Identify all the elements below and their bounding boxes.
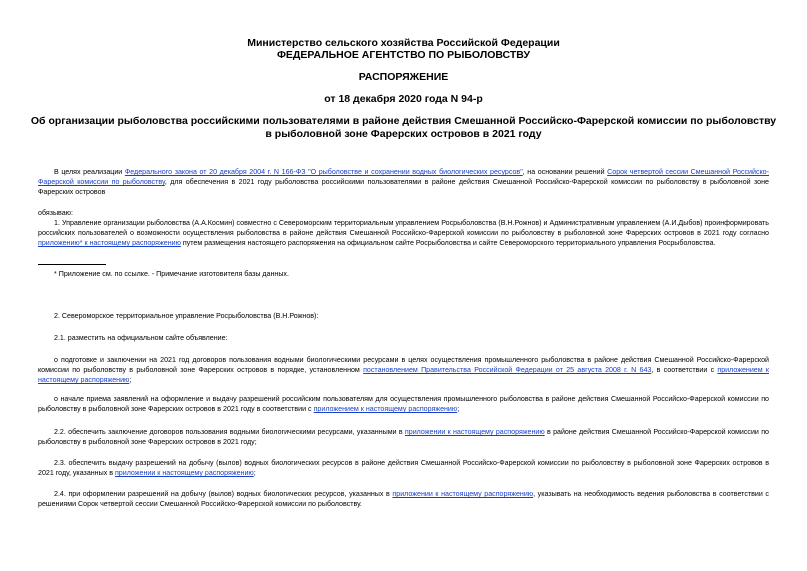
item-2-3-paragraph [38, 458, 769, 478]
notice-1-paragraph [38, 355, 769, 386]
item-2-4-paragraph [38, 489, 769, 509]
ministry-name: Министерство сельского хозяйства Российской Федерации [247, 37, 560, 49]
document-date: от 18 декабря 2020 года N 94-р [324, 93, 483, 105]
intro-text-1: В целях реализации [54, 168, 125, 176]
intro-text-3: , для обеспечения в 2021 году рыболовства российскими пользователями в районе действия Смешанной Российско-Фарерской комиссии по рыболовству в рыболовной зоне Фарерских островов [38, 178, 769, 197]
appendix-link[interactable]: приложению* к настоящему распоряжению [38, 239, 181, 248]
notice-1-text-1: о подготовке и заключении на 2021 год договоров пользования водными биологическими ресурсами в целях осуществления промышленного рыболовства в районе действия Смешанной Российско-Фарерской комиссии по рыболовству в рыболовной зоне Фарерских островов в порядке, установленном [38, 356, 769, 375]
item-2-4-text-2: , указывать на необходимость ведения рыболовства в соответствии с решениями Сорок четвертой сессии Смешанной Российско-Фарерской комиссии по рыболовству. [38, 490, 769, 509]
item-2-4-text-1: 2.4. при оформлении разрешений на добычу (вылов) водных биологических ресурсов, указанных в [54, 490, 393, 498]
notice-2-paragraph [38, 394, 769, 414]
item-2-3-text-2: ; [253, 469, 256, 478]
notice-1-text-2: , в соответствии с [651, 366, 718, 375]
agency-name: ФЕДЕРАЛЬНОЕ АГЕНТСТВО ПО РЫБОЛОВСТВУ [276, 49, 531, 61]
appendix-link[interactable]: приложении к настоящему распоряжению [114, 469, 254, 478]
item-1-text-2: путем размещения настоящего распоряжения на официальном сайте Росрыболовства и сайте Североморского территориального управления Росрыболовства. [180, 239, 716, 248]
item-2-2-text-2: в районе действия Смешанной Российско-Фарерской комиссии по рыболовству в рыболовной зоне Фарерских островов в 2021 году; [38, 428, 769, 447]
item-2-2-text-1: 2.2. обеспечить заключение договоров пользования водными биологическими ресурсами, указанными в [54, 428, 405, 436]
document-type: РАСПОРЯЖЕНИЕ [358, 71, 449, 83]
obligate-text: обязываю: [38, 209, 73, 217]
item-2-2-paragraph [38, 427, 769, 447]
appendix-link[interactable]: приложении к настоящему распоряжению [404, 428, 545, 436]
government-decree-link[interactable]: постановлением Правительства Российской Федерации от 25 августа 2008 г. N 643 [363, 366, 652, 375]
intro-text-2: , на основании решений [522, 168, 608, 176]
item-2-1-paragraph: 2.1. разместить на официальном сайте объявление: [54, 334, 228, 342]
item-2-3-text-1: 2.3. обеспечить выдачу разрешений на добычу (вылов) водных биологических ресурсов в районе действия Смешанной Российско-Фарерской комиссии по рыболовству в рыболовной зоне Фарерских островов в 2021 году, указанных в [38, 459, 769, 478]
item-1-paragraph [38, 218, 769, 249]
notice-1-text-3: ; [129, 376, 132, 385]
session-decision-link[interactable]: Сорок четвертой сессии Смешанной Российско-Фарерской комиссии по рыболовству [38, 168, 769, 187]
footnote: * Приложение см. по ссылке. - Примечание изготовителя базы данных. [54, 270, 289, 278]
federal-law-link[interactable]: Федерального закона от 20 декабря 2004 г. N 166-ФЗ "О рыболовстве и сохранении водных биологических ресурсов" [124, 168, 523, 176]
notice-2-text-2: ; [457, 405, 460, 414]
appendix-link[interactable]: приложением к настоящему распоряжению [38, 366, 769, 385]
appendix-link[interactable]: приложении к настоящему распоряжению [392, 490, 534, 498]
intro-paragraph [38, 167, 769, 198]
notice-2-text-1: о начале приема заявлений на оформление и выдачу разрешений российским пользователям для осуществления промышленного рыболовства в районе действия Смешанной Российско-Фарерской комиссии по рыболовству в рыболовной зоне Фарерских островов в 2021 году в соответствии с [38, 395, 769, 414]
item-1-text-1: 1. Управление организации рыболовства (А.А.Космин) совместно с Североморским территориальным управлением Росрыболовства (В.Н.Рожнов) и Административным управлением (А.И.Дыбов) проинформировать российских пользователей о возможности осуществления рыболовства в районе действия Смешанной Российско-Фарерской комиссии по рыболовству в рыболовной зоне Фарерских островов в 2021 году согласно [38, 219, 769, 238]
document-title: Об организации рыболовства российскими пользователями в районе действия Смешанной Российско-Фарерской комиссии по рыболовству в рыболовной зоне Фарерских островов в 2021 году [30, 115, 777, 140]
item-2-paragraph: 2. Североморское территориальное управление Росрыболовства (В.Н.Рожнов): [54, 312, 319, 320]
appendix-link[interactable]: приложением к настоящему распоряжению [313, 405, 458, 414]
footnote-divider [38, 264, 106, 265]
